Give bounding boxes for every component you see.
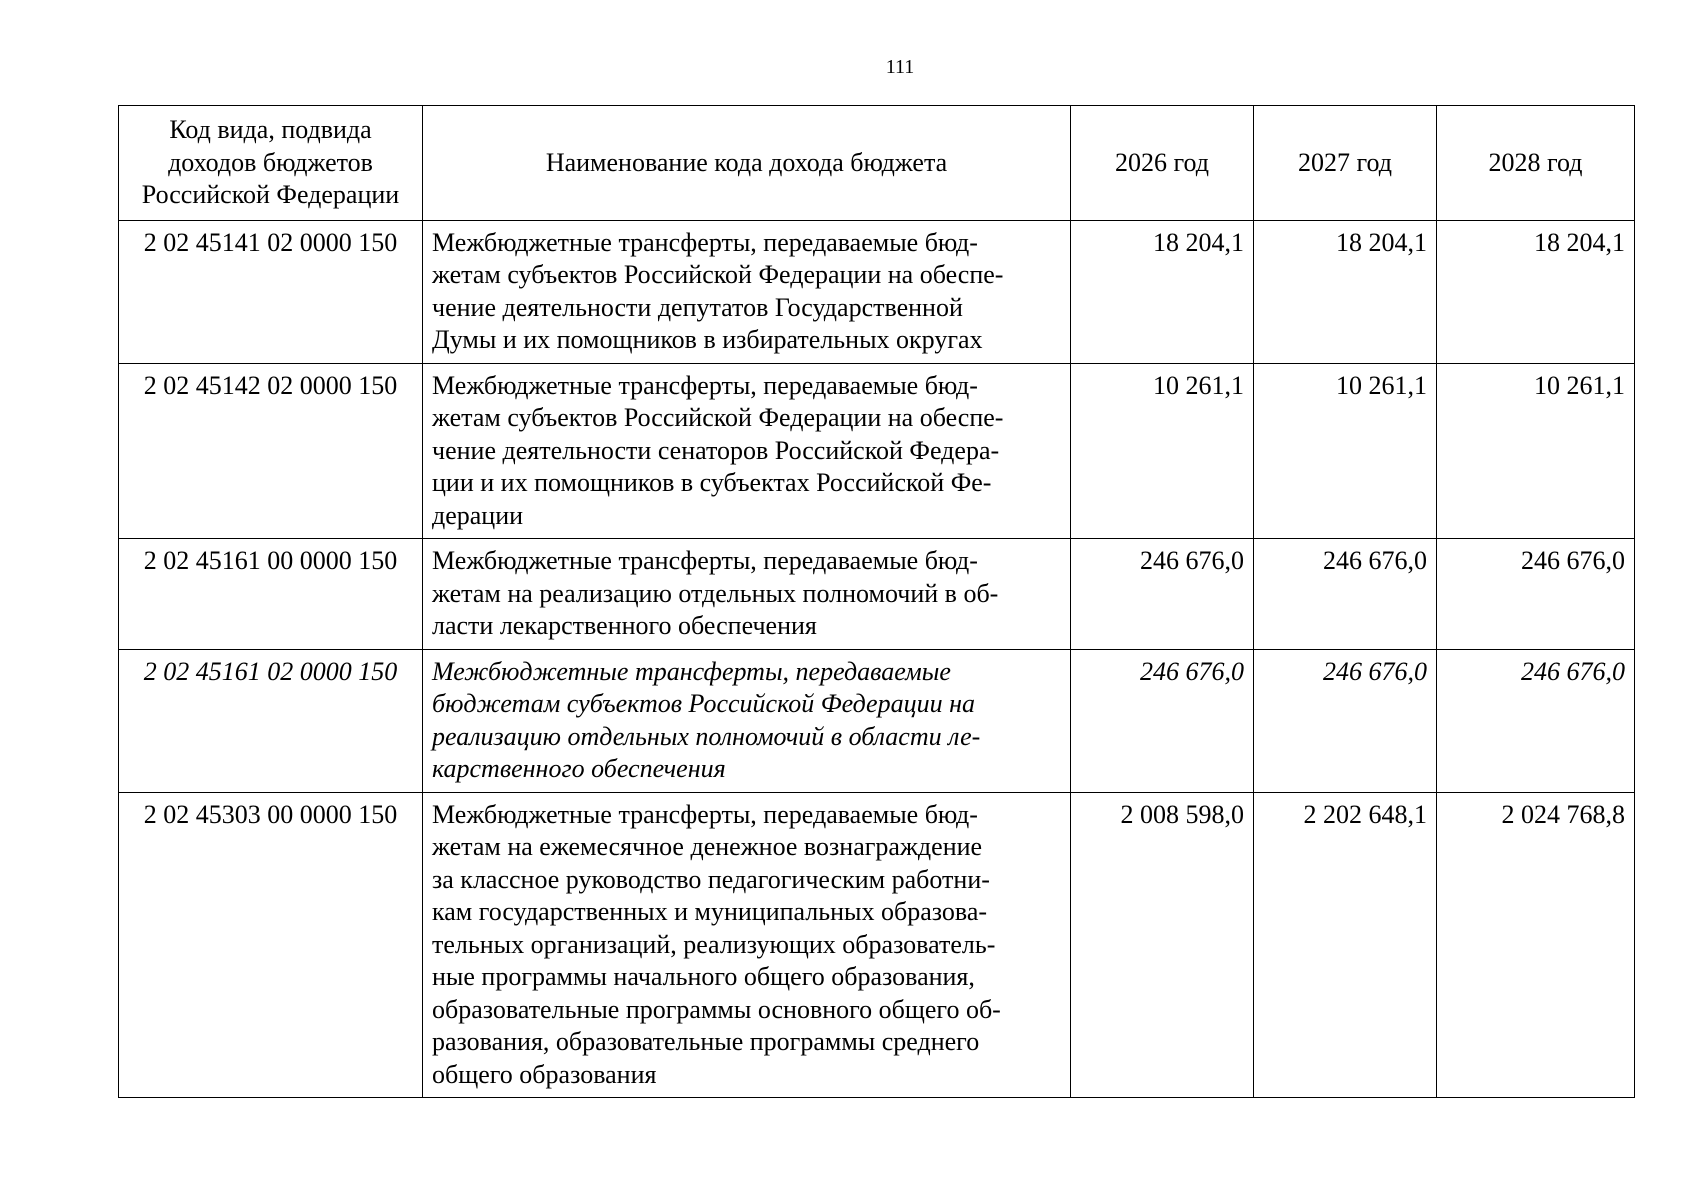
table-header-row <box>119 106 1635 221</box>
value-2026-cell: 246 676,0 <box>1071 539 1254 650</box>
value-2026-cell: 18 204,1 <box>1071 220 1254 363</box>
revenue-name-line: общего образования <box>432 1059 657 1089</box>
header-year-2028: 2028 год <box>1437 106 1635 221</box>
value-2026-cell: 10 261,1 <box>1071 363 1254 539</box>
revenue-name-line: дерации <box>432 500 524 530</box>
value-2027-cell: 18 204,1 <box>1254 220 1437 363</box>
revenue-name-cell <box>423 649 1071 792</box>
revenue-name-line: бюджетам субъектов Российской Федерации на <box>432 689 975 718</box>
header-name: Наименование кода дохода бюджета <box>423 106 1071 221</box>
value-2028-cell: 246 676,0 <box>1437 539 1635 650</box>
value-2027-cell: 2 202 648,1 <box>1254 792 1437 1098</box>
header-code-line: Код вида, подвида <box>169 115 372 144</box>
header-year-2026: 2026 год <box>1071 106 1254 221</box>
revenue-name-line: реализацию отдельных полномочий в области ле- <box>432 721 981 751</box>
revenue-name-line: разования, образовательные программы среднего <box>432 1027 980 1056</box>
table-row <box>119 539 1635 650</box>
table-row <box>119 220 1635 363</box>
revenue-code-cell: 2 02 45303 00 0000 150 <box>119 792 423 1098</box>
revenue-name-line: Межбюджетные трансферты, передаваемые бюд- <box>432 227 978 257</box>
header-code-line: Российской Федерации <box>141 180 400 209</box>
header-year-2027: 2027 год <box>1254 106 1437 221</box>
revenue-name-line: за классное руководство педагогическим работни- <box>432 864 990 894</box>
revenue-name-line: тельных организаций, реализующих образователь- <box>432 929 996 959</box>
page-number: 111 <box>885 56 915 78</box>
value-2027-cell: 246 676,0 <box>1254 649 1437 792</box>
value-2028-cell: 2 024 768,8 <box>1437 792 1635 1098</box>
revenue-name-line: Межбюджетные трансферты, передаваемые <box>432 656 951 686</box>
table-row <box>119 649 1635 792</box>
table-body <box>119 220 1635 1098</box>
revenue-code-cell: 2 02 45141 02 0000 150 <box>119 220 423 363</box>
revenue-name-line: жетам субъектов Российской Федерации на обеспе- <box>432 260 1004 289</box>
revenue-name-line: жетам на ежемесячное денежное вознаграждение <box>432 832 983 861</box>
revenue-name-cell <box>423 363 1071 539</box>
revenue-name-line: ные программы начального общего образования, <box>432 962 975 991</box>
revenue-name-line: жетам субъектов Российской Федерации на обеспе- <box>432 403 1004 432</box>
header-code-line: доходов бюджетов <box>168 147 373 177</box>
table-row <box>119 792 1635 1098</box>
revenue-name-cell <box>423 220 1071 363</box>
revenue-name-cell <box>423 792 1071 1098</box>
value-2028-cell: 18 204,1 <box>1437 220 1635 363</box>
revenue-name-line: Межбюджетные трансферты, передаваемые бюд- <box>432 546 978 575</box>
revenue-name-line: Межбюджетные трансферты, передаваемые бюд- <box>432 799 978 829</box>
value-2026-cell: 246 676,0 <box>1071 649 1254 792</box>
revenue-name-line: образовательные программы основного общего об- <box>432 994 1001 1024</box>
revenue-name-line: кам государственных и муниципальных образова- <box>432 897 988 926</box>
revenue-name-line: ции и их помощников в субъектах Российской Фе- <box>432 468 992 497</box>
revenue-code-cell: 2 02 45142 02 0000 150 <box>119 363 423 539</box>
value-2027-cell: 246 676,0 <box>1254 539 1437 650</box>
header-code <box>119 106 423 221</box>
revenue-name-line: жетам на реализацию отдельных полномочий в об- <box>432 578 999 608</box>
revenue-name-line: карственного обеспечения <box>432 754 726 783</box>
revenue-name-line: чение деятельности сенаторов Российской Федера- <box>432 435 1000 465</box>
value-2028-cell: 246 676,0 <box>1437 649 1635 792</box>
revenue-name-line: Думы и их помощников в избирательных округах <box>432 325 983 354</box>
value-2028-cell: 10 261,1 <box>1437 363 1635 539</box>
revenue-name-line: ласти лекарственного обеспечения <box>432 611 817 640</box>
revenue-name-line: чение деятельности депутатов Государственной <box>432 292 963 322</box>
revenue-code-cell: 2 02 45161 02 0000 150 <box>119 649 423 792</box>
budget-revenue-table <box>118 105 1635 1098</box>
table-row <box>119 363 1635 539</box>
revenue-code-cell: 2 02 45161 00 0000 150 <box>119 539 423 650</box>
value-2026-cell: 2 008 598,0 <box>1071 792 1254 1098</box>
revenue-name-line: Межбюджетные трансферты, передаваемые бюд- <box>432 370 978 400</box>
value-2027-cell: 10 261,1 <box>1254 363 1437 539</box>
revenue-name-cell <box>423 539 1071 650</box>
